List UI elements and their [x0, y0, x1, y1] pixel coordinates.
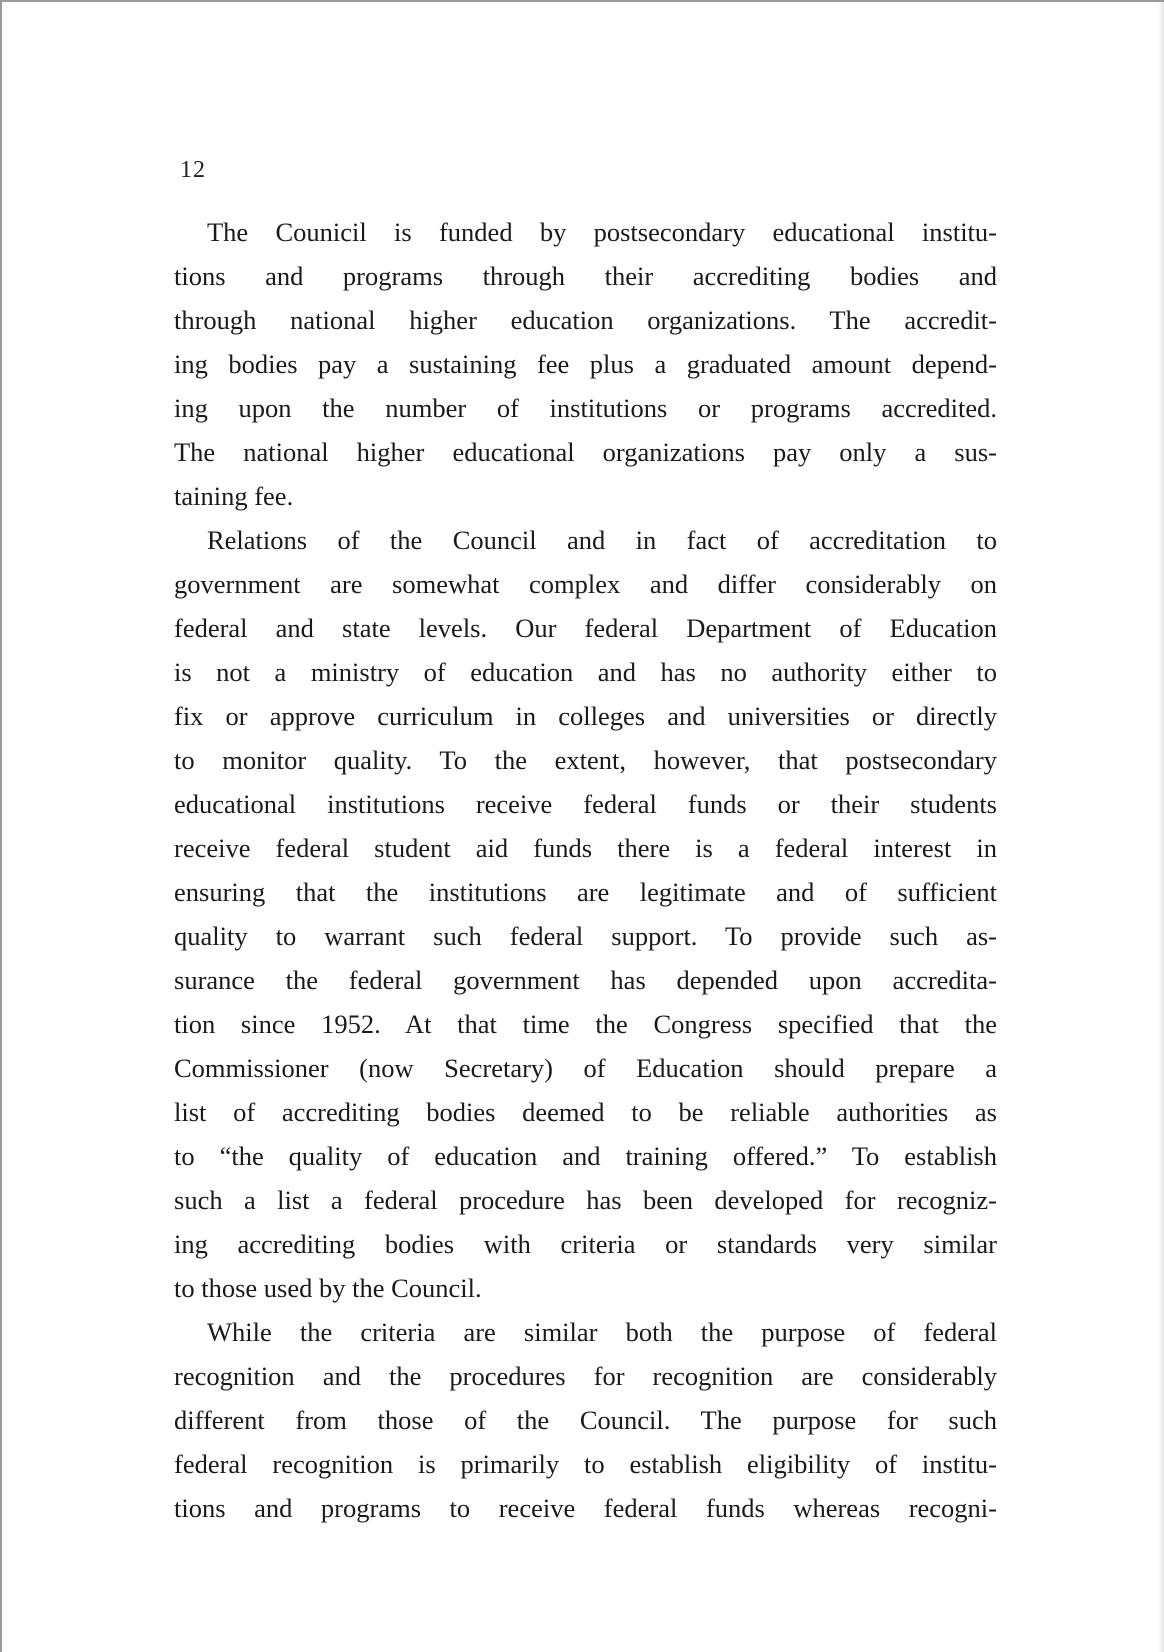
paragraph-2-line-6: to monitor quality. To the extent, however, that postsecondary: [174, 745, 997, 775]
paragraph-2-line-13: Commissioner (now Secretary) of Education should prepare a: [174, 1053, 997, 1083]
paragraph-2-line-17: ing accrediting bodies with criteria or standards very similar: [174, 1229, 997, 1259]
paragraph-1-line-3: through national higher education organizations. The accredit-: [174, 305, 997, 335]
paragraph-2-line-10: quality to warrant such federal support. To provide such as-: [174, 921, 997, 951]
paragraph-3-line-2: recognition and the procedures for recognition are considerably: [174, 1361, 997, 1391]
paragraph-2-line-8: receive federal student aid funds there is a federal interest in: [174, 833, 997, 863]
paragraph-2-line-4: is not a ministry of education and has no authority either to: [174, 657, 997, 687]
paragraph-3-line-1: While the criteria are similar both the purpose of federal: [207, 1317, 997, 1347]
paragraph-3-line-3: different from those of the Council. The purpose for such: [174, 1405, 997, 1435]
paragraph-2-line-5: fix or approve curriculum in colleges and universities or directly: [174, 701, 997, 731]
paragraph-1-line-5: ing upon the number of institutions or programs accredited.: [174, 393, 997, 423]
paragraph-2-line-16: such a list a federal procedure has been developed for recogniz-: [174, 1185, 997, 1215]
paragraph-1-line-4: ing bodies pay a sustaining fee plus a graduated amount depend-: [174, 349, 997, 379]
paragraph-1-line-2: tions and programs through their accrediting bodies and: [174, 261, 997, 291]
paragraph-2-line-11: surance the federal government has depended upon accredita-: [174, 965, 997, 995]
paragraph-2-line-14: list of accrediting bodies deemed to be reliable authorities as: [174, 1097, 997, 1127]
paragraph-2-line-1: Relations of the Council and in fact of accreditation to: [207, 525, 997, 555]
paragraph-2-line-15: to “the quality of education and training offered.” To establish: [174, 1141, 997, 1171]
paragraph-2-line-2: government are somewhat complex and differ considerably on: [174, 569, 997, 599]
paragraph-2-line-12: tion since 1952. At that time the Congress specified that the: [174, 1009, 997, 1039]
paragraph-3-line-5: tions and programs to receive federal funds whereas recogni-: [174, 1493, 997, 1523]
paragraph-2-line-9: ensuring that the institutions are legitimate and of sufficient: [174, 877, 997, 907]
paragraph-1-line-6: The national higher educational organizations pay only a sus-: [174, 437, 997, 467]
page-number: 12: [180, 157, 206, 183]
body-text: [174, 210, 997, 1530]
paragraph-3-line-4: federal recognition is primarily to establish eligibility of institu-: [174, 1449, 997, 1479]
paragraph-2-line-18: to those used by the Council.: [174, 1273, 482, 1303]
paragraph-1-line-1: The Counicil is funded by postsecondary educational institu-: [207, 217, 997, 247]
paragraph-2-line-3: federal and state levels. Our federal Department of Education: [174, 613, 997, 643]
paragraph-1-line-7: taining fee.: [174, 481, 294, 511]
paragraph-2-line-7: educational institutions receive federal funds or their students: [174, 789, 997, 819]
